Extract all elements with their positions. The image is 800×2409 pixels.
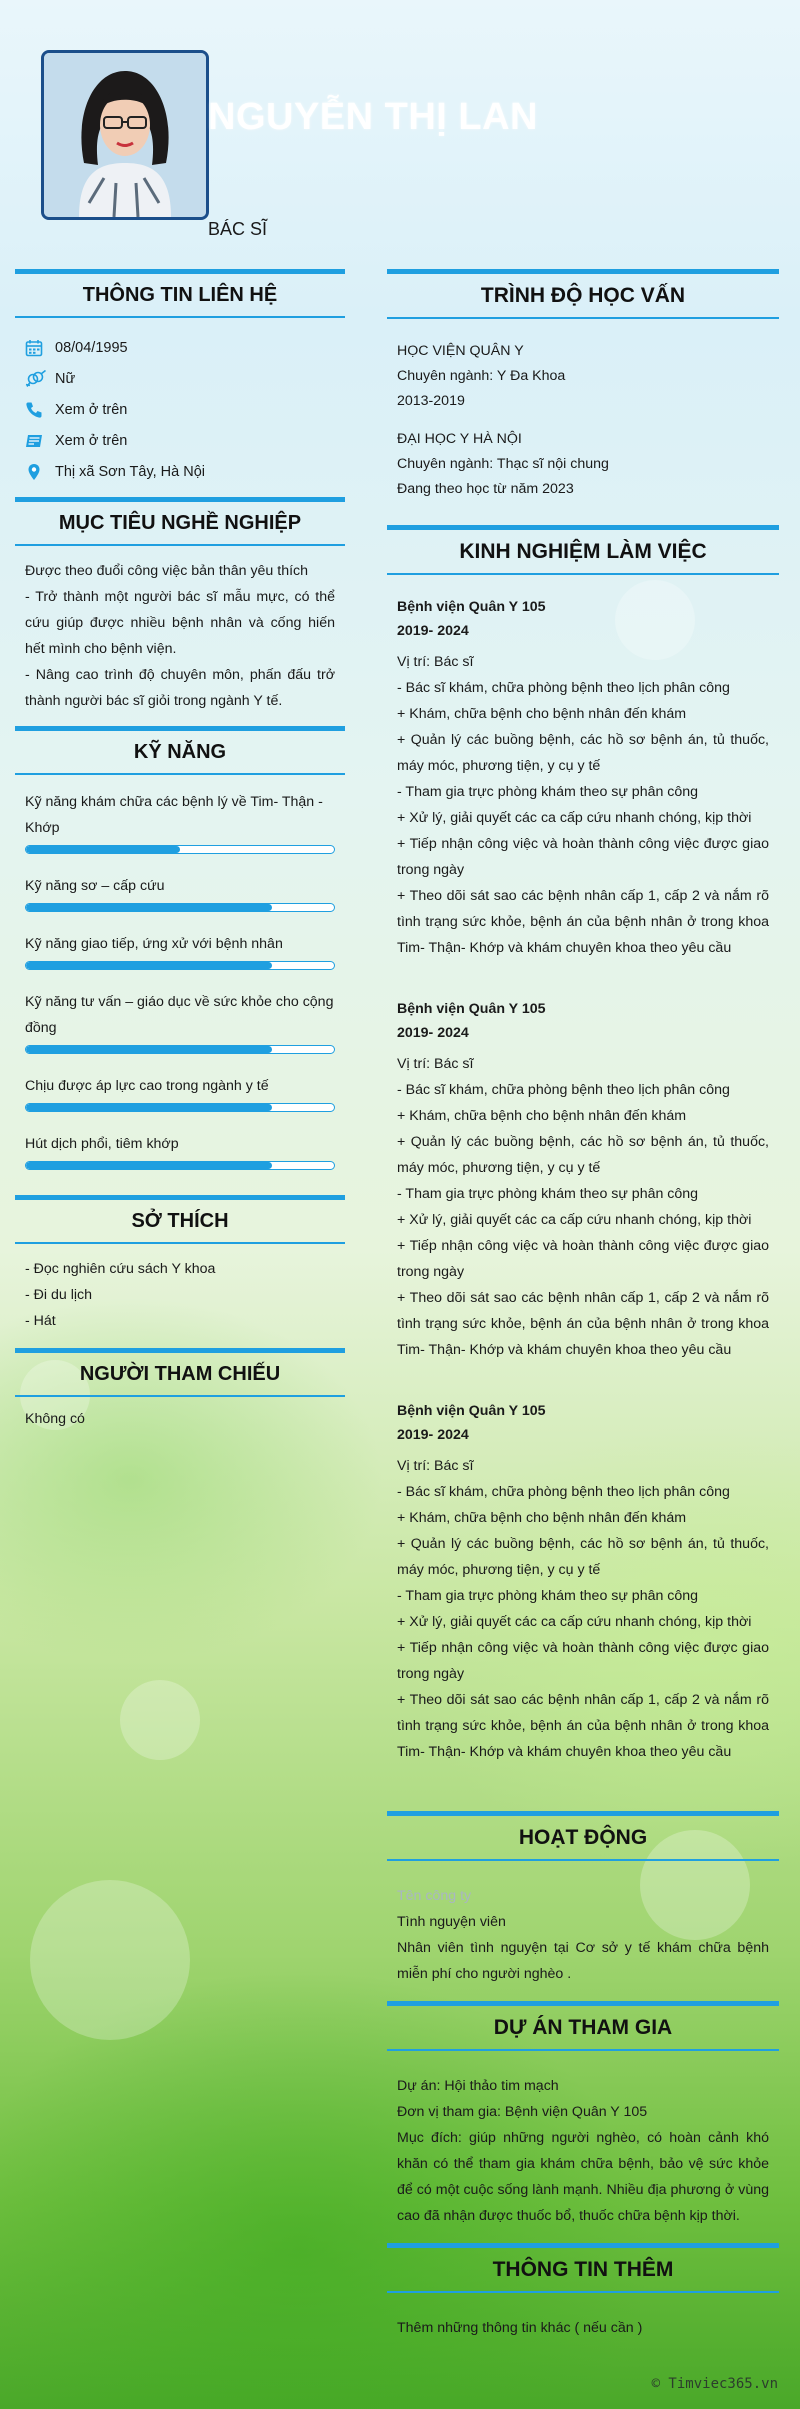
school-name: ĐẠI HỌC Y HÀ NỘI (397, 431, 522, 447)
job-company: Bệnh viện Quân Y 105 (397, 1403, 546, 1419)
skill-bar-fill (26, 904, 272, 911)
contact-email (25, 425, 335, 456)
hobby-item: - Hát (25, 1313, 56, 1329)
contact-list (15, 318, 345, 497)
skill-bar-fill (26, 846, 180, 853)
contact-heading: THÔNG TIN LIÊN HỆ (15, 269, 345, 318)
skill-bar-fill (26, 1046, 272, 1053)
contact-address (25, 456, 335, 487)
skill-bar (25, 1161, 335, 1170)
activity-role: Tình nguyện viên (397, 1914, 506, 1930)
hobbies-list (15, 1244, 345, 1348)
projects-heading: DỰ ÁN THAM GIA (387, 2001, 779, 2051)
extra-info-heading: THÔNG TIN THÊM (387, 2243, 779, 2293)
job-duty: + Theo dõi sát sao các bệnh nhân cấp 1, cấp 2 và nắm rõ tình trạng sức khỏe, bệnh án của bệnh nhân ở trong khoa Tim- Thận- Khớp và khám chuyên khoa theo yêu cầu (397, 888, 769, 956)
job-duty: - Tham gia trực phòng khám theo sự phân công (397, 784, 699, 800)
contact-phone (25, 394, 335, 425)
skill-name: Kỹ năng giao tiếp, ứng xử với bệnh nhân (25, 936, 283, 952)
job-duty: + Xử lý, giải quyết các ca cấp cứu nhanh chóng, kịp thời (397, 810, 752, 826)
job-entry (397, 997, 769, 1363)
education-item (397, 427, 769, 502)
job-duty: + Khám, chữa bệnh cho bệnh nhân đến khám (397, 1108, 687, 1124)
skill-item (25, 789, 335, 854)
skill-bar (25, 845, 335, 854)
skills-list (15, 775, 345, 1195)
job-duty: + Xử lý, giải quyết các ca cấp cứu nhanh chóng, kịp thời (397, 1212, 752, 1228)
project-unit: Đơn vị tham gia: Bệnh viện Quân Y 105 (397, 2104, 648, 2120)
job-duty: + Tiếp nhận công việc và hoàn thành công việc được giao trong ngày (397, 836, 769, 878)
job-position: Vị trí: Bác sĩ (397, 1458, 474, 1474)
job-duty: + Quản lý các buồng bệnh, các hồ sơ bệnh án, tủ thuốc, máy móc, phương tiện, y cụ y tế (397, 1536, 769, 1578)
skill-item (25, 1131, 335, 1170)
job-period: 2019- 2024 (397, 1427, 469, 1443)
skill-bar-fill (26, 962, 272, 969)
job-duty: + Theo dõi sát sao các bệnh nhân cấp 1, cấp 2 và nắm rõ tình trạng sức khỏe, bệnh án của bệnh nhân ở trong khoa Tim- Thận- Khớp và khám chuyên khoa theo yêu cầu (397, 1290, 769, 1358)
skill-name: Kỹ năng sơ – cấp cứu (25, 878, 165, 894)
skill-bar-fill (26, 1162, 272, 1169)
skill-bar-fill (26, 1104, 272, 1111)
activity-description: Nhân viên tình nguyện tại Cơ sở y tế khám chữa bệnh miễn phí cho người nghèo . (397, 1940, 769, 1982)
address-text: Thị xã Sơn Tây, Hà Nội (55, 463, 205, 480)
education-list (387, 319, 779, 525)
company-placeholder: Tên công ty (397, 1888, 472, 1904)
candidate-name: NGUYỄN THỊ LAN (208, 96, 538, 138)
birthday-text: 08/04/1995 (55, 339, 128, 356)
projects-content (387, 2051, 779, 2243)
skill-name: Kỹ năng khám chữa các bệnh lý về Tim- Thận - Khớp (25, 794, 323, 836)
experience-list (387, 575, 779, 1811)
hobby-item: - Đi du lịch (25, 1287, 93, 1303)
phone-text: Xem ở trên (55, 401, 128, 418)
job-duty: - Bác sĩ khám, chữa phòng bệnh theo lịch phân công (397, 680, 730, 696)
objective-line: - Trở thành một người bác sĩ mẫu mực, có thể cứu giúp được nhiều bệnh nhân và cống hiến hết mình cho bệnh viện. (25, 589, 335, 657)
job-period: 2019- 2024 (397, 623, 469, 639)
school-period: 2013-2019 (397, 393, 465, 409)
job-duty: + Khám, chữa bệnh cho bệnh nhân đến khám (397, 1510, 687, 1526)
hobby-item: - Đọc nghiên cứu sách Y khoa (25, 1261, 216, 1277)
bokeh-decoration (30, 1880, 190, 2040)
extra-info-text: Thêm những thông tin khác ( nếu cần ) (397, 2320, 643, 2336)
job-company: Bệnh viện Quân Y 105 (397, 599, 546, 615)
education-heading: TRÌNH ĐỘ HỌC VẤN (387, 269, 779, 319)
portrait-image (44, 53, 206, 217)
job-duty: + Tiếp nhận công việc và hoàn thành công việc được giao trong ngày (397, 1238, 769, 1280)
skill-bar (25, 903, 335, 912)
skill-bar (25, 1045, 335, 1054)
education-item (397, 339, 769, 414)
skill-item (25, 931, 335, 970)
email-text: Xem ở trên (55, 432, 128, 449)
objective-text (15, 546, 345, 726)
job-duty: - Bác sĩ khám, chữa phòng bệnh theo lịch phân công (397, 1484, 730, 1500)
email-icon (25, 432, 55, 450)
job-duty: - Tham gia trực phòng khám theo sự phân công (397, 1588, 699, 1604)
calendar-icon (25, 339, 55, 357)
references-heading: NGƯỜI THAM CHIẾU (15, 1348, 345, 1397)
job-duty: + Xử lý, giải quyết các ca cấp cứu nhanh chóng, kịp thời (397, 1614, 752, 1630)
contact-gender (25, 363, 335, 394)
activities-heading: HOẠT ĐỘNG (387, 1811, 779, 1861)
job-duty: + Quản lý các buồng bệnh, các hồ sơ bệnh án, tủ thuốc, máy móc, phương tiện, y cụ y tế (397, 1134, 769, 1176)
location-pin-icon (25, 463, 55, 481)
job-position: Vị trí: Bác sĩ (397, 1056, 474, 1072)
references-text: Không có (25, 1411, 85, 1427)
project-goal: Mục đích: giúp những người nghèo, có hoàn cảnh khó khăn có thể tham gia khám chữa bệnh, bảo vệ sức khỏe để có một cuộc sống lành mạnh. Nhiều địa phương ở vùng cao đã nhận được thuốc bổ, thuốc chữa bệnh kịp thời. (397, 2130, 769, 2224)
objective-heading: MỤC TIÊU NGHỀ NGHIỆP (15, 497, 345, 546)
job-entry (397, 1399, 769, 1765)
profile-photo (41, 50, 209, 220)
job-duty: - Tham gia trực phòng khám theo sự phân công (397, 1186, 699, 1202)
skill-bar (25, 961, 335, 970)
job-period: 2019- 2024 (397, 1025, 469, 1041)
skill-item (25, 873, 335, 912)
gender-text: Nữ (55, 370, 76, 387)
job-duty: + Quản lý các buồng bệnh, các hồ sơ bệnh án, tủ thuốc, máy móc, phương tiện, y cụ y tế (397, 732, 769, 774)
left-column (15, 269, 345, 1441)
skill-item (25, 989, 335, 1054)
job-description (397, 675, 769, 961)
activities-content (387, 1861, 779, 2001)
experience-heading: KINH NGHIỆM LÀM VIỆC (387, 525, 779, 575)
skill-name: Kỹ năng tư vấn – giáo dục về sức khỏe cho cộng đồng (25, 994, 334, 1036)
contact-birthday (25, 332, 335, 363)
candidate-title: BÁC SĨ (208, 219, 268, 239)
bokeh-decoration (120, 1680, 200, 1760)
job-company: Bệnh viện Quân Y 105 (397, 1001, 546, 1017)
skill-item (25, 1073, 335, 1112)
gender-icon (25, 370, 55, 388)
job-description (397, 1077, 769, 1363)
hobbies-heading: SỞ THÍCH (15, 1195, 345, 1244)
school-major: Chuyên ngành: Y Đa Khoa (397, 368, 566, 384)
skill-bar (25, 1103, 335, 1112)
job-entry (397, 595, 769, 961)
project-name: Dự án: Hội thảo tim mạch (397, 2078, 559, 2094)
right-column (387, 269, 779, 2355)
skill-name: Hút dịch phổi, tiêm khớp (25, 1136, 179, 1152)
objective-line: - Nâng cao trình độ chuyên môn, phấn đấu trở thành người bác sĩ giỏi trong ngành Y tế. (25, 667, 335, 709)
footer-watermark: © Timviec365.vn (651, 2376, 778, 2392)
job-duty: + Theo dõi sát sao các bệnh nhân cấp 1, cấp 2 và nắm rõ tình trạng sức khỏe, bệnh án của bệnh nhân ở trong khoa Tim- Thận- Khớp và khám chuyên khoa theo yêu cầu (397, 1692, 769, 1760)
school-major: Chuyên ngành: Thạc sĩ nội chung (397, 456, 609, 472)
job-duty: + Tiếp nhận công việc và hoàn thành công việc được giao trong ngày (397, 1640, 769, 1682)
job-duty: - Bác sĩ khám, chữa phòng bệnh theo lịch phân công (397, 1082, 730, 1098)
school-name: HỌC VIỆN QUÂN Y (397, 343, 524, 359)
job-description (397, 1479, 769, 1765)
job-position: Vị trí: Bác sĩ (397, 654, 474, 670)
objective-line: Được theo đuổi công việc bản thân yêu thích (25, 563, 309, 579)
phone-icon (25, 401, 55, 419)
skills-heading: KỸ NĂNG (15, 726, 345, 775)
skill-name: Chịu được áp lực cao trong ngành y tế (25, 1078, 269, 1094)
job-duty: + Khám, chữa bệnh cho bệnh nhân đến khám (397, 706, 687, 722)
school-period: Đang theo học từ năm 2023 (397, 481, 574, 497)
